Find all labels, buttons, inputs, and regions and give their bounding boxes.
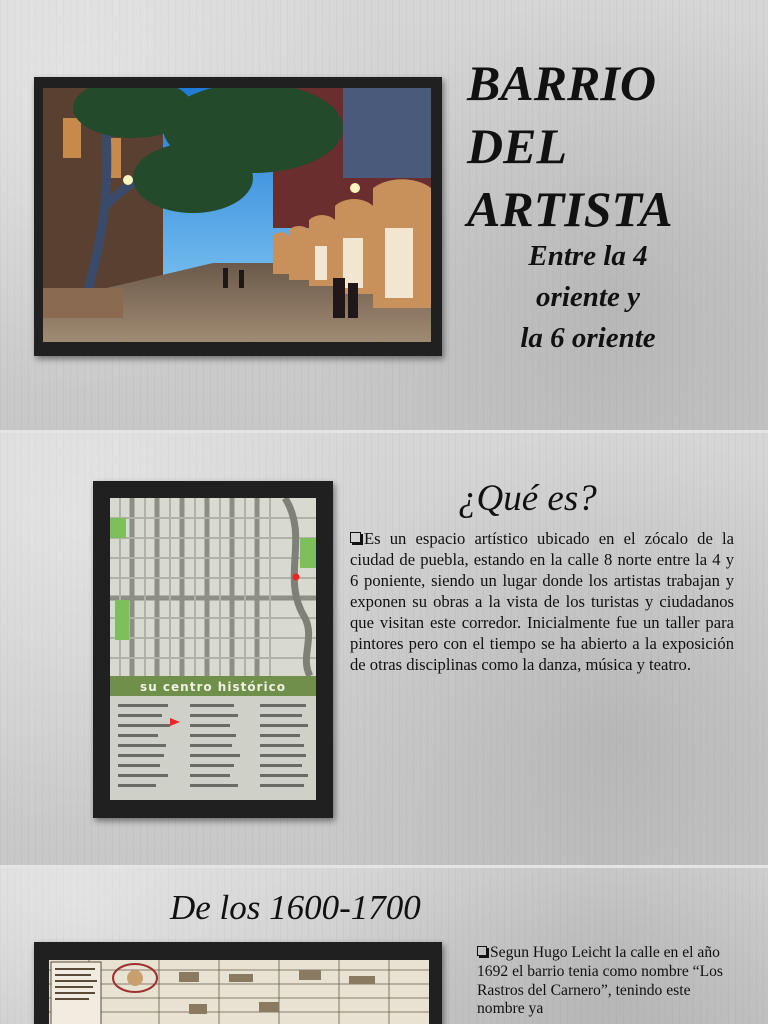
city-map xyxy=(110,498,316,800)
checkbox-bullet-icon xyxy=(477,946,487,956)
description-bullet xyxy=(350,528,734,675)
slide-3 xyxy=(0,868,768,1024)
slide-1 xyxy=(0,0,768,430)
slide-subtitle xyxy=(478,236,698,359)
old-map-image xyxy=(49,960,429,1024)
section-heading: De los 1600-1700 xyxy=(170,888,421,927)
history-text: Segun Hugo Leicht la calle en el año 1692 el barrio tenia como nombre “Los Rastros del Carnero”, tenindo este nombre ya xyxy=(477,944,723,1018)
section-heading: ¿Qué es? xyxy=(458,478,597,519)
history-bullet xyxy=(477,944,739,1019)
subtitle-line: la 6 oriente xyxy=(520,322,656,354)
subtitle-line: Entre la 4 xyxy=(528,240,648,272)
checkbox-bullet-icon xyxy=(350,532,361,543)
title-line: BARRIO xyxy=(467,55,656,111)
slide-title xyxy=(467,52,673,241)
title-line: DEL xyxy=(467,118,567,174)
slide-2 xyxy=(0,433,768,865)
description-text: Es un espacio artístico ubicado en el zócalo de la ciudad de puebla, estando en la calle 8 norte entre la 4 y 6 poniente, siendo un lugar donde los artistas trabajan y exponen su obras a la vista de los turistas y ciudadanos que visitan este corredor. Inicialmente fue un taller para pintores pero con el tiempo se ha abierto a la exposición de otras disciplinas como la danza, música y teatro. xyxy=(350,529,734,674)
map-banner-text: su centro histórico xyxy=(140,680,286,694)
street-photo xyxy=(43,88,431,342)
subtitle-line: oriente y xyxy=(536,281,640,313)
title-line: ARTISTA xyxy=(467,181,673,237)
